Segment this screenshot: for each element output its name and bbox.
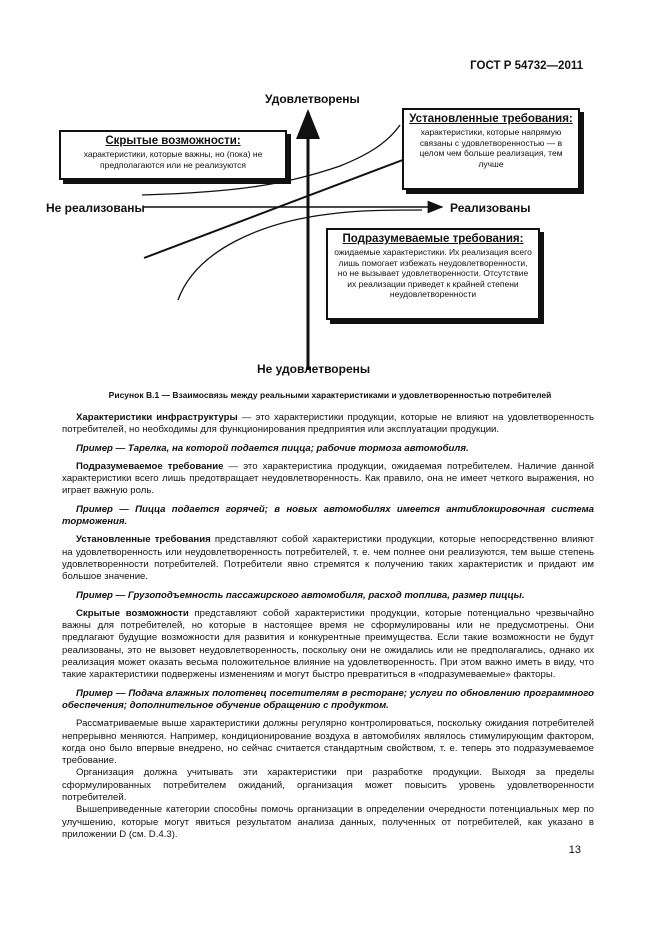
term-implied: Подразумеваемое требование [76, 460, 224, 472]
term-infrastructure: Характеристики инфраструктуры [76, 412, 238, 423]
stated-requirements-box [402, 108, 580, 190]
text-hidden: представляют собой характеристики продукции, которые потенциально чрезвычайно важны для потребителей, но которые в настоящее время не сформулированы или не предусмотрены. Они предлагают будущие возможности для развития и конкурентные преимущества. Если такие возможности не будут реализованы, это не вызовет неудовлетворенность, поскольку они не ожидались или не предполагались, однако их реализация может оказать весьма положительное влияние на удовлетворенность. При этом важно иметь в виду, что такие характеристики подвержены изменениям и могут быстро превратиться в «подразумеваемые» факторы. [62, 607, 594, 681]
page-number: 13 [568, 844, 581, 856]
implied-requirements-text: ожидаемые характеристики. Их реализация всего лишь помогает избежать неудовлетворенности, но не вызывает удовлетворенности. Отсутствие их реализации приведет к крайней степени неудовлетворенности [334, 247, 532, 299]
text-infrastructure: — это характеристики продукции, которые не влияют на удовлетворенность потребителей, но необходимы для функционирования предприятия или эксплуатации продукции. [62, 412, 594, 436]
document-body [62, 412, 594, 841]
axis-label-satisfied: Удовлетворены [265, 92, 360, 106]
text-implied: — это характеристика продукции, ожидаемая потребителем. Наличие данной характеристики всего лишь предотвращает неудовлетворенность. Как правило, она не имеет четкого выражения, но играет важную роль. [62, 460, 594, 497]
term-stated: Установленные требования [76, 534, 211, 546]
stated-requirements-title: Установленные требования: [409, 113, 573, 125]
implied-requirements-title: Подразумеваемые требования: [342, 233, 524, 245]
hidden-opportunities-title: Скрытые возможности: [105, 135, 241, 147]
term-hidden: Скрытые возможности [76, 607, 189, 619]
paragraph-organization: Организация должна учитывать эти характеристики при разработке продукции. Выходя за пределы сформулированных потребителем ожиданий, организация может повысить уровень удовлетворенности потребителей. [62, 767, 594, 804]
axis-label-not-realized: Не реализованы [46, 201, 145, 215]
satisfaction-diagram [0, 80, 661, 380]
example-3: Пример — Грузоподъемность пассажирского автомобиля, расход топлива, размер пиццы. [76, 589, 525, 601]
figure-caption: Рисунок В.1 — Взаимосвязь между реальными характеристиками и удовлетворенностью потребителей [108, 390, 552, 400]
paragraph-implied [62, 461, 594, 498]
axis-label-not-satisfied: Не удовлетворены [257, 362, 371, 376]
example-4: Пример — Подача влажных полотенец посетителям в ресторане; услуги по обновлению программного обеспечения; дополнительное обучение обращению с продуктом. [62, 687, 594, 711]
paragraph-infrastructure [62, 412, 594, 437]
example-2: Пример — Пицца подается горячей; в новых автомобилях имеется антиблокировочная система торможения. [62, 503, 594, 528]
example-1: Пример — Тарелка, на которой подается пицца; рабочие тормоза автомобиля. [76, 442, 469, 454]
paragraph-categories: Вышеприведенные категории способны помочь организации в определении очередности потенциальных мер по улучшению, которые могут явиться результатом анализа данных, полученных от потребителей, как указано в приложении D (см. D.4.3). [62, 804, 594, 840]
paragraph-monitoring: Рассматриваемые выше характеристики должны регулярно контролироваться, поскольку ожидания потребителей непрерывно меняются. Например, кондиционирование воздуха в автомобилях являлось стимулирующим фактором, когда оно было впервые внедрено, но сейчас считается стандартным свойством, т. е. теперь это подразумеваемое требование. [62, 718, 594, 767]
axis-label-realized: Реализованы [450, 201, 531, 215]
document-header: ГОСТ Р 54732—2011 [470, 60, 583, 72]
hidden-opportunities-text: характеристики, которые важны, но (пока) не предполагаются или не реализуются [83, 149, 263, 170]
hidden-opportunities-box [59, 130, 287, 180]
stated-requirements-text: характеристики, которые напрямую связаны с удовлетворенностью — в целом чем больше реализация, тем лучше [419, 127, 563, 169]
paragraph-stated [62, 534, 594, 583]
paragraph-hidden [62, 608, 594, 682]
implied-requirements-box [326, 228, 540, 320]
text-stated: представляют собой характеристики продукции, которые непосредственно влияют на удовлетворенность или неудовлетворенность потребителей, т. е. чем полнее они реализуются, тем выше степень удовлетворенности потребителей. Потребители явно стремятся к получению таких характеристик и придают им большое значение. [62, 534, 594, 583]
